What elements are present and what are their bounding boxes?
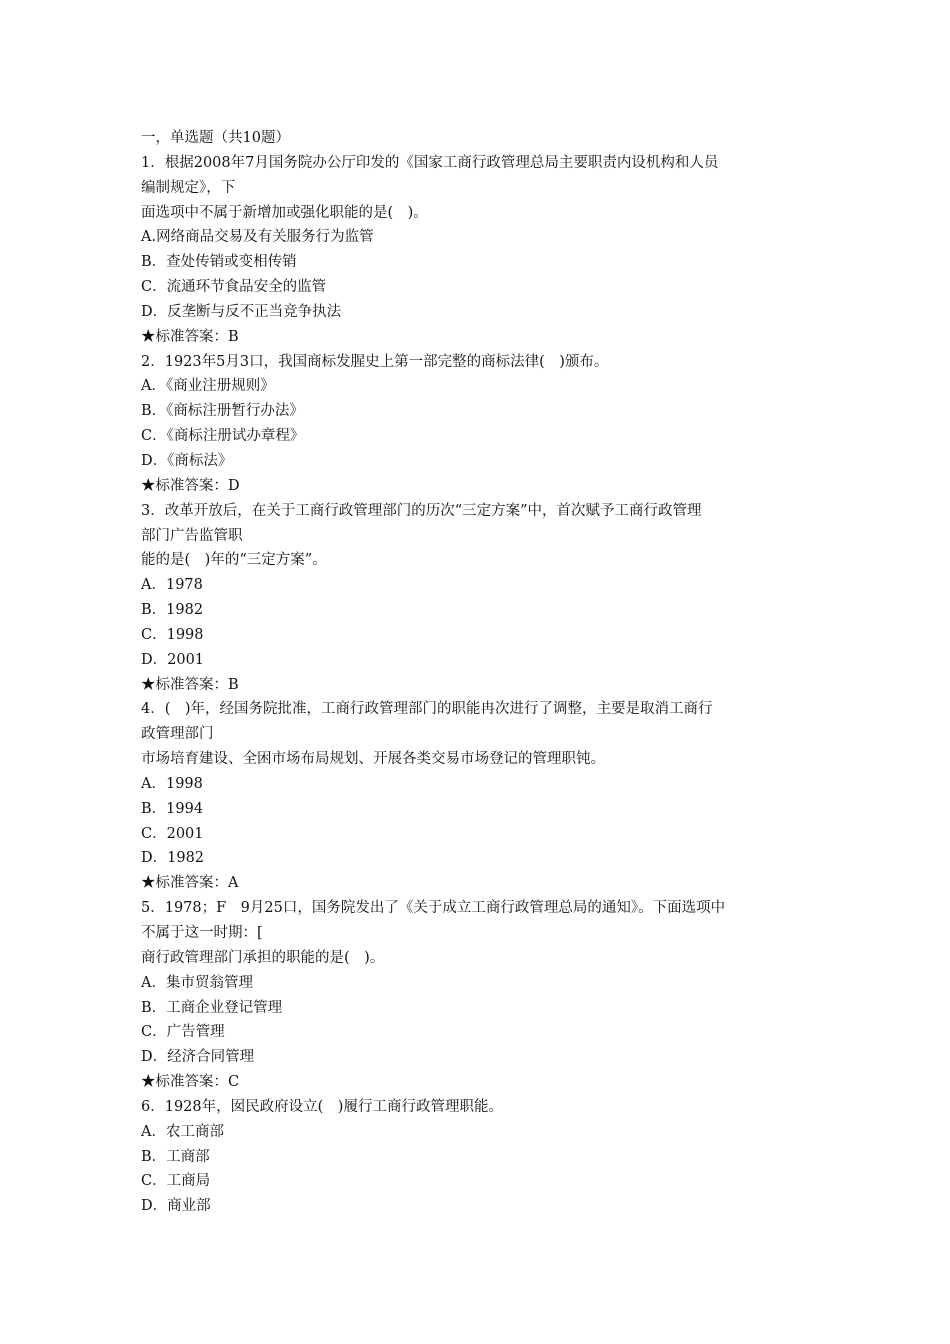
question-5-text-line-3: 商行政管理部门承担的职能的是( )。 — [141, 949, 385, 966]
question-4-answer: ★标准答案：A — [141, 875, 239, 892]
question-2-answer: ★标准答案：D — [141, 477, 240, 494]
question-5-option-b: B．工商企业登记管理 — [141, 999, 283, 1016]
question-5-option-a: A．集市贸翁管理 — [141, 974, 253, 991]
question-5-option-d: D．经济合同管理 — [141, 1049, 255, 1066]
question-4-text-line-1: 4．( )年，经国务院批准，工商行政管理部门的职能冉次进行了调整，主要是取消工商行 — [141, 701, 713, 718]
question-3-text-line-2: 部门广告监管职 — [141, 527, 243, 544]
question-4-option-b: B．1994 — [141, 800, 204, 817]
question-3-option-a: A．1978 — [141, 577, 203, 594]
section-heading: 一，单选题（共10题） — [141, 130, 290, 146]
question-6-text-line-1: 6．1928年，囡民政府设立( )履行工商行政管理职能。 — [141, 1098, 503, 1115]
question-1-answer: ★标准答案：B — [141, 328, 239, 345]
question-2-option-b: B．《商标注册暂行办法》 — [141, 403, 304, 420]
question-4-option-c: C．2001 — [141, 825, 204, 842]
question-5-text-line-2: 不属于这一时期：[ — [141, 925, 263, 941]
question-6-option-a: A．农工商部 — [141, 1123, 224, 1140]
question-3-text-line-1: 3．改革开放后，在关于工商行政管理部门的历次“三定方案”中，首次赋予工商行政管理 — [141, 502, 702, 519]
question-2-option-c: C．《商标注册试办章程》 — [141, 428, 305, 445]
question-5-option-c: C．广告管理 — [141, 1024, 225, 1041]
question-1-text-line-3: 面选项中不属于新增加或强化职能的是( )。 — [141, 204, 428, 221]
question-2-option-a: A．《商业注册规则》 — [141, 378, 275, 395]
question-6-option-c: C．工商局 — [141, 1173, 211, 1190]
question-2-option-d: D．《商标法》 — [141, 452, 233, 469]
question-3-answer: ★标准答案：B — [141, 676, 239, 693]
question-1-option-d: D．反垄断与反不正当竞争执法 — [141, 303, 342, 320]
question-6-option-d: D．商业部 — [141, 1198, 211, 1215]
question-5-answer: ★标准答案：C — [141, 1074, 240, 1091]
question-3-option-d: D．2001 — [141, 651, 205, 668]
question-3-option-c: C．1998 — [141, 626, 204, 643]
question-1-text-line-2: 编制规定》，下 — [141, 179, 236, 196]
question-6-option-b: B．工商部 — [141, 1148, 210, 1165]
question-4-text-line-3: 市场培育建设、全困市场布局规划、开展各类交易市场登记的管理职钝。 — [141, 751, 605, 768]
question-4-option-d: D．1982 — [141, 850, 205, 867]
question-1-option-a: A.网络商品交易及有关服务行为监管 — [141, 229, 374, 246]
question-1-option-b: B．查处传销或变相传销 — [141, 254, 297, 271]
question-5-text-line-1: 5．1978；F 9月25口，国务院发出了《关于成立工商行政管理总局的通知》。下面选项中 — [141, 900, 726, 917]
document-body — [141, 126, 811, 1219]
question-1-text-line-1: 1．根据2008年7月国务院办公厅印发的《国家工商行政管理总局主要职责内设机构和人员 — [141, 154, 719, 171]
question-2-text-line-1: 2．1923年5月3口，我国商标发腥史上第一部完整的商标法律( )颁布。 — [141, 353, 609, 370]
question-4-text-line-2: 政管理部门 — [141, 726, 214, 743]
question-4-option-a: A．1998 — [141, 775, 203, 792]
question-3-option-b: B．1982 — [141, 602, 204, 619]
question-3-text-line-3: 能的是( )年的“三定方案”。 — [141, 552, 327, 569]
question-1-option-c: C．流通环节食品安全的监管 — [141, 279, 327, 296]
